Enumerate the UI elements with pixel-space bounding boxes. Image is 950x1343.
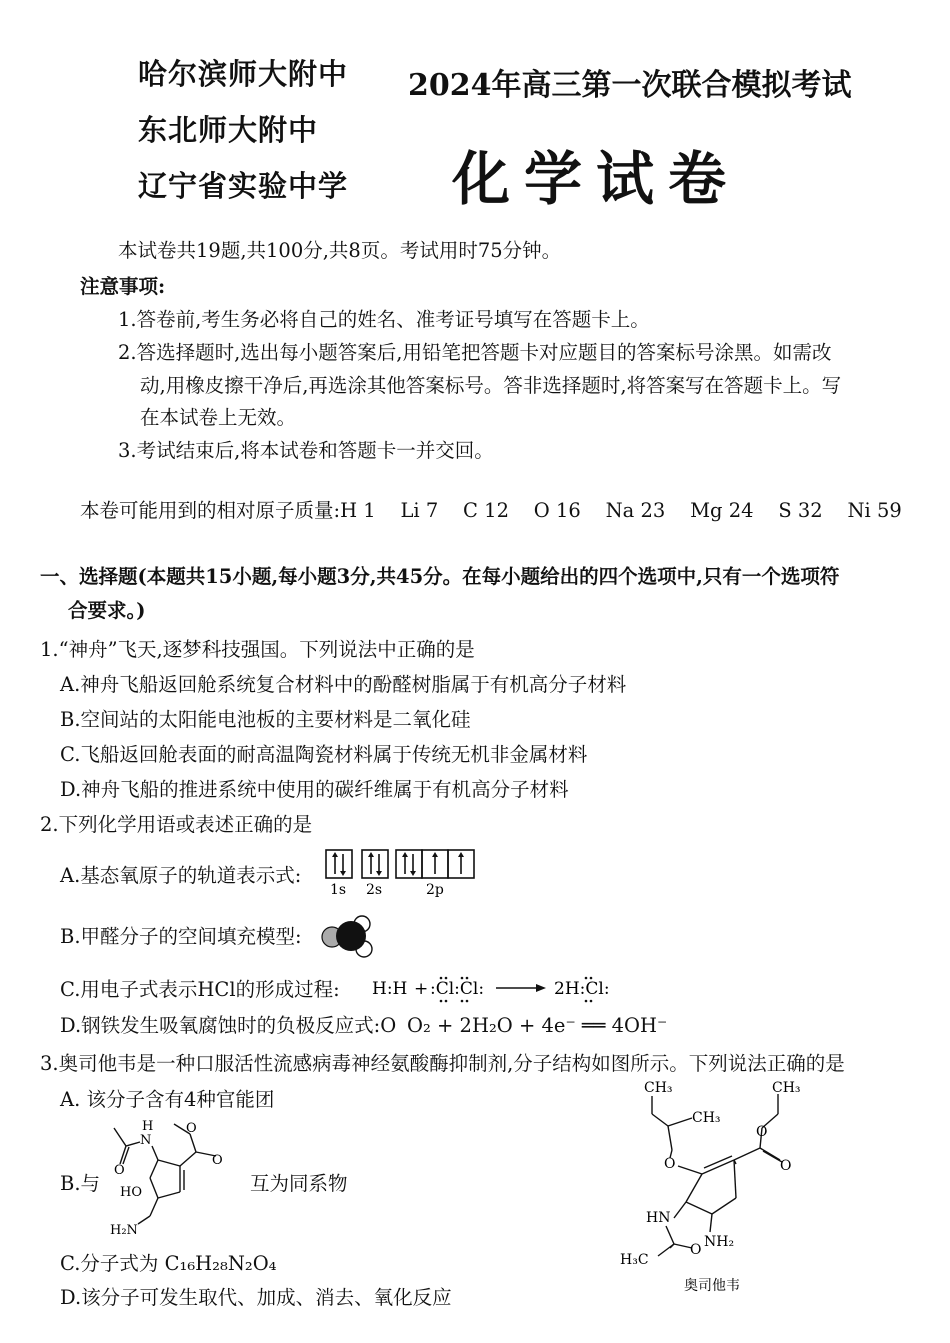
label-h3c: H₃C (620, 1252, 649, 1268)
hcl-electron-formula (368, 972, 628, 1006)
oseltamivir-structure (612, 1078, 808, 1300)
q2-option-a: A.基态氧原子的轨道表示式: (60, 864, 302, 887)
molecule-caption: 奥司他韦 (684, 1278, 740, 1294)
q2-option-d (60, 1016, 396, 1036)
label-o-ester: O (186, 1121, 197, 1136)
q2-option-c: C.用电子式表示HCl的形成过程: (60, 978, 340, 1001)
q3-option-b: B.与 (60, 1172, 101, 1195)
notice-item-2-cont: 动,用橡皮擦干净后,再选涂其他答案标号。答非选择题时,将答案写在答题卡上。写 (140, 374, 842, 397)
orbital-label-1s: 1s (330, 882, 347, 898)
notice-item-3: 3.考试结束后,将本试卷和答题卡一并交回。 (118, 439, 494, 462)
q3-stem: 3.奥司他韦是一种口服活性流感病毒神经氨酸酶抑制剂,分子结构如图所示。下列说法正确的是 (40, 1052, 845, 1075)
compound-structure-b (100, 1116, 240, 1246)
plus-sign: + (414, 979, 429, 999)
q2-option-d-equation: O₂ + 2H₂O + 4e⁻ ══ 4OH⁻ (407, 1014, 668, 1037)
exam-title: 2024年高三第一次联合模拟考试 (408, 68, 852, 103)
notice-heading: 注意事项: (80, 275, 166, 298)
label-hn: HN (646, 1210, 671, 1226)
orbital-diagram (322, 846, 478, 898)
label-ch3-3: CH₃ (772, 1080, 801, 1096)
label-ch3-1: CH₃ (644, 1080, 673, 1096)
label-o-amide-os: O (690, 1242, 702, 1258)
school-name-1: 哈尔滨师大附中 (138, 57, 349, 91)
orbital-label-2p: 2p (426, 882, 444, 898)
h2-lewis: H:H (372, 979, 408, 999)
notice-item-1: 1.答卷前,考生务必将自己的姓名、准考证号填写在答题卡上。 (118, 308, 650, 331)
hcl-lewis: 2H:Cl: (554, 979, 610, 999)
label-o-amide: O (114, 1163, 125, 1178)
label-n: N (140, 1133, 152, 1148)
q3-option-d: D.该分子可发生取代、加成、消去、氧化反应 (60, 1286, 452, 1309)
intro-text: 本试卷共19题,共100分,共8页。考试用时75分钟。 (118, 239, 562, 262)
notice-item-2-end: 在本试卷上无效。 (140, 406, 297, 429)
formaldehyde-model (318, 912, 380, 962)
q3-option-a: A. 该分子含有4种官能团 (60, 1088, 275, 1111)
cl2-lewis: :Cl:Cl: (430, 979, 485, 999)
label-o-ether: O (664, 1156, 676, 1172)
label-o-carbonyl: O (212, 1153, 223, 1168)
q3-option-c: C.分子式为 C₁₆H₂₈N₂O₄ (60, 1252, 277, 1275)
q2-option-d-text: D.钢铁发生吸氧腐蚀时的负极反应式:O (60, 1014, 397, 1037)
label-h: H (142, 1119, 154, 1134)
atomic-masses: 本卷可能用到的相对原子质量:H 1 Li 7 C 12 O 16 Na 23 Mg 24 S 32 Ni 59 (80, 499, 902, 522)
subject-title: 化学试卷 (452, 145, 741, 213)
label-nh2: NH₂ (704, 1234, 735, 1250)
q1-option-c: C.飞船返回舱表面的耐高温陶瓷材料属于传统无机非金属材料 (60, 743, 588, 766)
orbital-label-2s: 2s (366, 882, 383, 898)
q1-stem: 1.“神舟”飞天,逐梦科技强国。下列说法中正确的是 (40, 638, 475, 661)
section-heading-cont: 合要求。) (68, 599, 146, 622)
label-o-ester-os: O (756, 1124, 768, 1140)
q3-option-b-suffix: 互为同系物 (250, 1172, 348, 1195)
q2-stem: 2.下列化学用语或表述正确的是 (40, 813, 313, 836)
q1-option-b: B.空间站的太阳能电池板的主要材料是二氧化硅 (60, 708, 471, 731)
section-heading: 一、选择题(本题共15小题,每小题3分,共45分。在每小题给出的四个选项中,只有一个选项符 (40, 565, 840, 588)
q1-option-a: A.神舟飞船返回舱系统复合材料中的酚醛树脂属于有机高分子材料 (60, 673, 627, 696)
school-name-3: 辽宁省实验中学 (138, 169, 349, 203)
q2-option-b: B.甲醛分子的空间填充模型: (60, 925, 302, 948)
school-name-2: 东北师大附中 (138, 113, 319, 147)
label-h2n: H₂N (110, 1223, 138, 1238)
label-o-carbonyl-os: O (780, 1158, 792, 1174)
notice-item-2: 2.答选择题时,选出每小题答案后,用铅笔把答题卡对应题目的答案标号涂黑。如需改 (118, 341, 832, 364)
q1-option-d: D.神舟飞船的推进系统中使用的碳纤维属于有机高分子材料 (60, 778, 569, 801)
label-ch3-2: CH₃ (692, 1110, 721, 1126)
label-ho: HO (120, 1185, 142, 1200)
